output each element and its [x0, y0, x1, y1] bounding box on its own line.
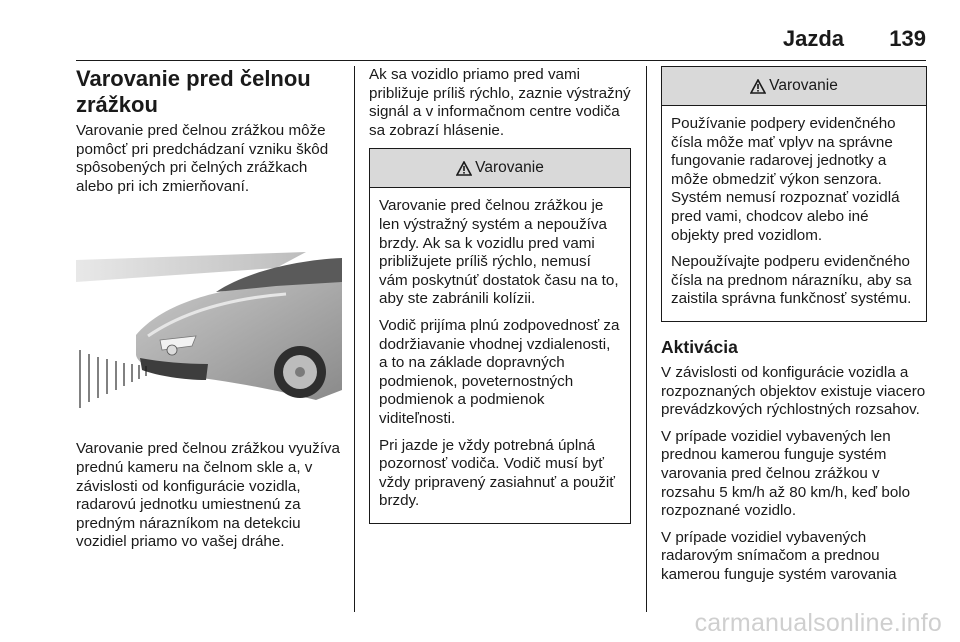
page-number: 139	[889, 26, 926, 51]
watermark: carmanualsonline.info	[694, 609, 942, 637]
section-heading: Varovanie pred čelnou zrážkou	[76, 66, 311, 117]
warning-paragraph-2: Vodič prijíma plnú zodpovednosť za dodržiavanie vhodnej vzdialenosti, a to na základe dopravných podmienok, poveternostných podmienok a podmienok viditeľnosti.	[379, 316, 620, 427]
activation-heading: Aktivácia	[661, 336, 738, 357]
warning-paragraph-2: Nepoužívajte podperu evidenčného čísla na prednom nárazníku, aby sa zaistila správna funkčnosť systému.	[671, 253, 912, 308]
activation-paragraph-1: V závislosti od konfigurácie vozidla a rozpoznaných objektov existuje viacero prevádzkových rýchlostných rozsahov.	[661, 363, 926, 419]
warning-title: Varovanie	[475, 159, 544, 177]
warning-paragraph-1: Používanie podpery evidenčného čísla môže mať vplyv na správne fungovanie radarovej jednotky a môže obmedziť výkon senzora. Systém nemusí rozpoznať vozidlá pred vami, chodcov alebo iné objekty pred vozidlom.	[671, 115, 900, 244]
car-front-camera-illustration	[76, 240, 342, 420]
alert-paragraph: Ak sa vozidlo priamo pred vami približuje príliš rýchlo, zaznie výstražný signál a v informačnom centre vodiča sa zobrazí hlásenie.	[369, 66, 631, 139]
warning-header	[662, 67, 926, 106]
warning-box-1	[369, 148, 631, 524]
warning-paragraph-3: Pri jazde je vždy potrebná úplná pozornosť vodiča. Vodič musí byť vždy pripravený zasiahnuť a použiť brzdy.	[379, 436, 615, 510]
intro-paragraph: Varovanie pred čelnou zrážkou môže pomôcť pri predchádzaní vzniku škôd spôsobených pri čelných zrážkach alebo pri ich zmierňovaní.	[76, 122, 329, 195]
car-illustration-svg	[76, 240, 342, 420]
column-3	[661, 66, 927, 592]
warning-body	[662, 106, 926, 321]
warning-title: Varovanie	[769, 77, 838, 94]
section-title: Jazda	[782, 26, 844, 51]
warning-box-2	[661, 66, 927, 322]
column-2	[369, 66, 631, 524]
description-paragraph: Varovanie pred čelnou zrážkou využíva prednú kameru na čelnom skle a, v závislosti od konfigurácie vozidla, radarovú jednotku umiestnenú za predným nárazníkom na detekciu vozidiel priamo vo vašej dráhe.	[76, 440, 340, 551]
column-divider-2	[646, 66, 647, 612]
activation-paragraph-2: V prípade vozidiel vybavených len prednou kamerou funguje systém varovania pred čelnou zrážkou v rozsahu 5 km/h až 80 km/h, keď bolo rozpoznané vozidlo.	[661, 427, 911, 520]
warning-body	[370, 188, 630, 523]
warning-paragraph-1: Varovanie pred čelnou zrážkou je len výstražný systém a nepoužíva brzdy. Ak sa k vozidlu pred vami približujete príliš rýchlo, nemusí vám poskytnúť dostatok času na to, aby ste zabránili kolízii.	[379, 197, 619, 308]
activation-paragraph-3: V prípade vozidiel vybavených radarovým snímačom a prednou kamerou funguje systém varovania	[661, 528, 897, 583]
warning-triangle-icon	[456, 161, 472, 176]
warning-triangle-icon	[750, 79, 766, 94]
header-divider	[76, 60, 926, 61]
column-divider-1	[354, 66, 355, 612]
warning-header	[370, 149, 630, 188]
page-header	[0, 26, 960, 56]
column-1	[76, 66, 342, 560]
